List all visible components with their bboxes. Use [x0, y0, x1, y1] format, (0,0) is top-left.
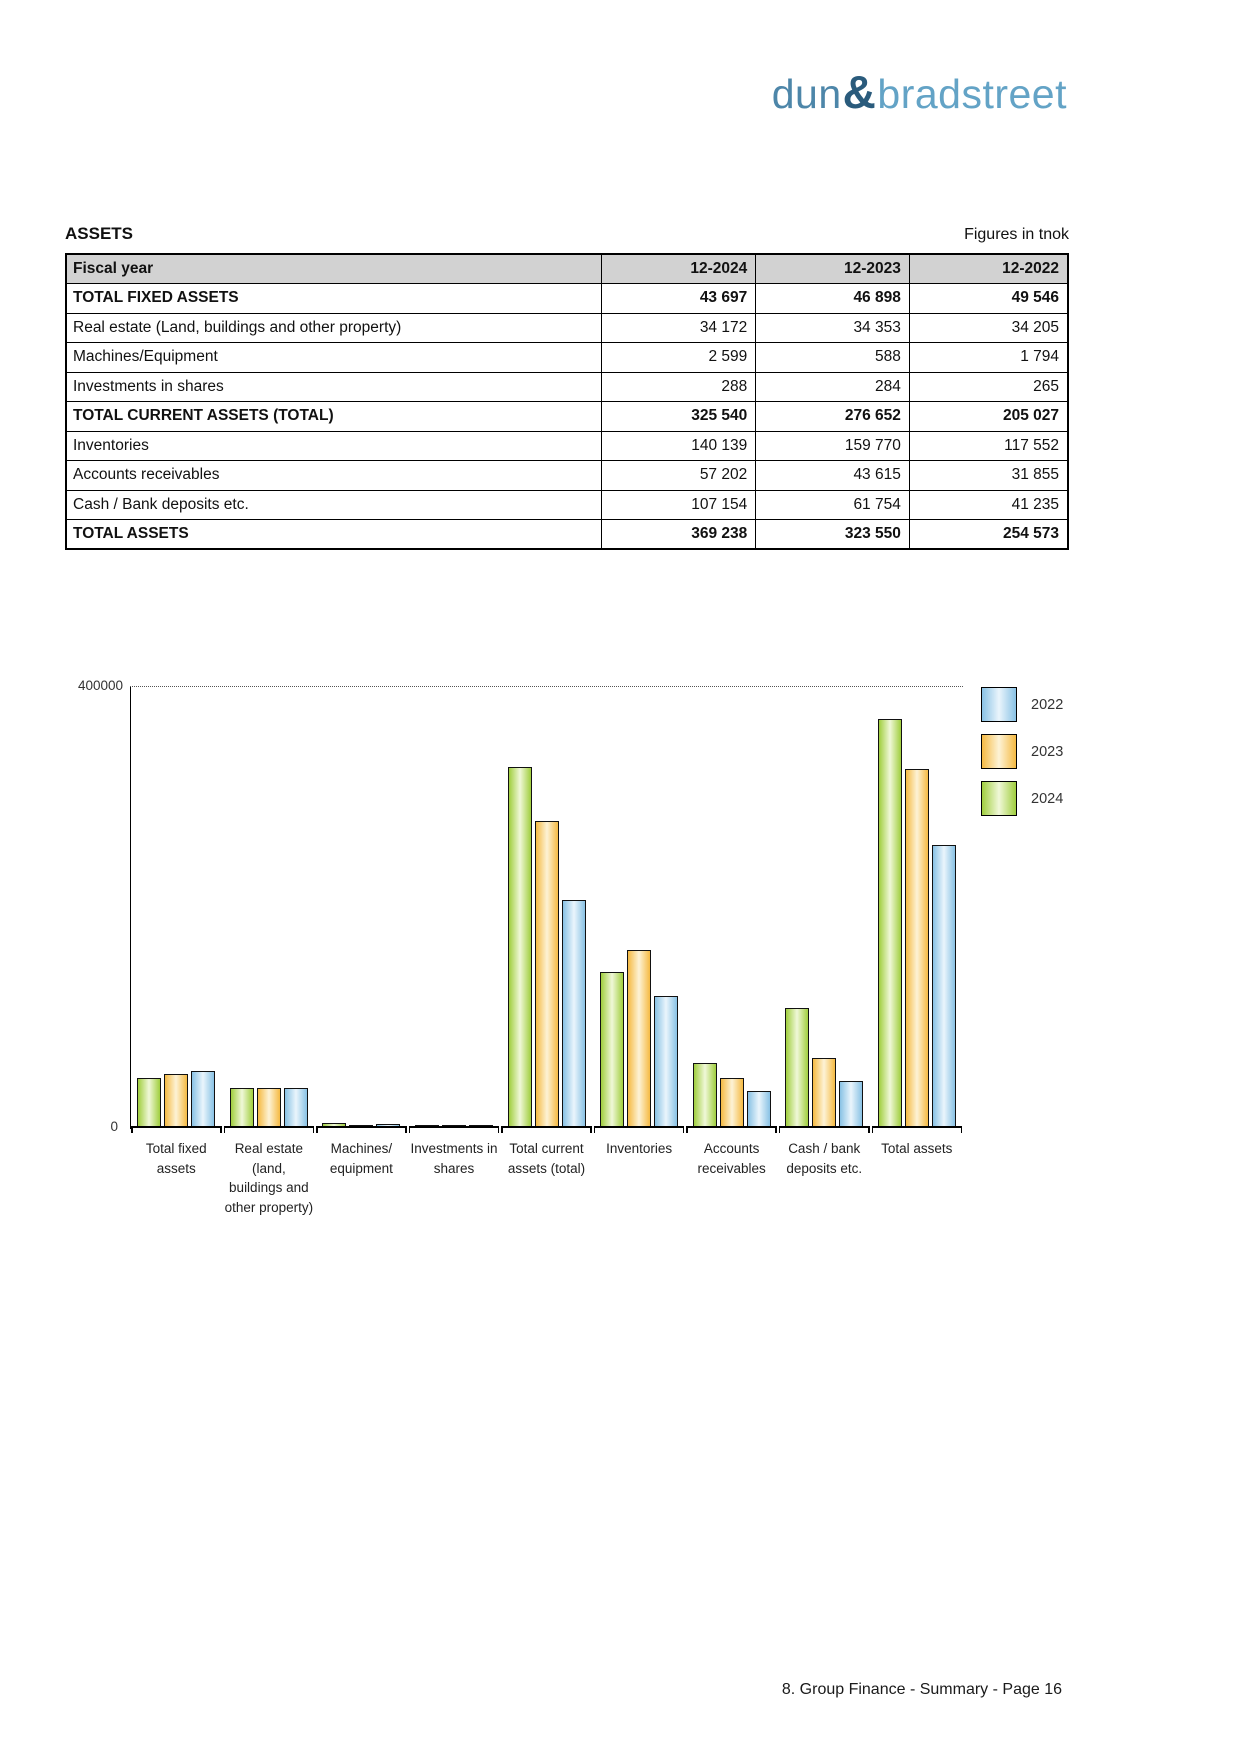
table-row [66, 313, 1068, 343]
bar-2024 [415, 1125, 439, 1126]
assets-table [65, 253, 1069, 550]
row-value-cell: 1 794 [909, 343, 1068, 373]
bar-2024 [600, 972, 624, 1127]
bar-2023 [164, 1074, 188, 1126]
table-row [66, 520, 1068, 550]
y-axis-max-label: 400000 [77, 678, 123, 693]
x-axis-label-line: Inventories [606, 1141, 673, 1156]
row-value-cell: 46 898 [756, 284, 910, 314]
bar-2022 [747, 1091, 771, 1126]
legend-item-2023 [981, 734, 1063, 769]
category-group [317, 687, 406, 1128]
section-title: ASSETS [65, 224, 134, 243]
assets-section [65, 224, 1069, 550]
table-row [66, 284, 1068, 314]
table-header-cell: 12-2024 [601, 254, 756, 284]
bar-2022 [654, 996, 678, 1126]
row-value-cell: 34 172 [601, 313, 756, 343]
bar-2022 [376, 1124, 400, 1126]
row-value-cell: 265 [909, 372, 1068, 402]
row-label-cell: TOTAL FIXED ASSETS [66, 284, 601, 314]
category-group [225, 687, 314, 1128]
x-axis-label [780, 1139, 869, 1217]
row-value-cell: 31 855 [909, 461, 1068, 491]
plot-area [130, 687, 963, 1128]
assets-table-body [66, 284, 1068, 550]
category-group [132, 687, 221, 1128]
bar-2023 [535, 821, 559, 1126]
category-group [595, 687, 684, 1128]
table-row [66, 372, 1068, 402]
row-label-cell: Cash / Bank deposits etc. [66, 490, 601, 520]
legend-label: 2024 [1031, 790, 1064, 807]
page-footer: 8. Group Finance - Summary - Page 16 [781, 1681, 1062, 1698]
bar-2022 [932, 845, 956, 1126]
row-value-cell: 43 615 [756, 461, 910, 491]
logo-ampersand-icon: & [842, 66, 877, 118]
row-value-cell: 117 552 [909, 431, 1068, 461]
x-axis-label-line: Total fixed [145, 1141, 207, 1156]
x-axis-label [132, 1139, 221, 1217]
table-row [66, 461, 1068, 491]
logo-text-dun: dun [771, 71, 842, 117]
chart-legend [981, 687, 1063, 828]
y-axis-zero-label: 0 [110, 1119, 118, 1134]
row-value-cell: 254 573 [909, 520, 1068, 550]
row-value-cell: 323 550 [756, 520, 910, 550]
legend-swatch-2023 [981, 734, 1017, 769]
legend-label: 2022 [1031, 696, 1064, 713]
bar-2023 [442, 1125, 466, 1126]
row-value-cell: 57 202 [601, 461, 756, 491]
category-group [502, 687, 591, 1128]
bar-2024 [508, 767, 532, 1126]
row-value-cell: 49 546 [909, 284, 1068, 314]
bar-2024 [322, 1123, 346, 1126]
bar-2022 [469, 1125, 493, 1126]
category-group [873, 687, 962, 1128]
row-label-cell: Machines/Equipment [66, 343, 601, 373]
table-header-cell: Fiscal year [66, 254, 601, 284]
x-axis-label-line: Investments in [410, 1141, 498, 1156]
x-axis-label-line: other property) [224, 1199, 314, 1215]
row-value-cell: 325 540 [601, 402, 756, 432]
row-value-cell: 34 205 [909, 313, 1068, 343]
row-value-cell: 41 235 [909, 490, 1068, 520]
bar-2024 [878, 719, 902, 1126]
x-axis-label-line: receivables [697, 1160, 766, 1176]
x-axis-label-line: assets [156, 1160, 196, 1176]
x-axis-label-line: assets (total) [507, 1160, 586, 1176]
legend-label: 2023 [1031, 743, 1064, 760]
bar-2024 [230, 1088, 254, 1126]
legend-item-2024 [981, 781, 1063, 816]
bar-2024 [785, 1008, 809, 1126]
bar-2024 [137, 1078, 161, 1126]
x-axis-label [687, 1139, 776, 1217]
legend-swatch-2022 [981, 687, 1017, 722]
row-label-cell: Inventories [66, 431, 601, 461]
legend-swatch-2024 [981, 781, 1017, 816]
table-row [66, 490, 1068, 520]
row-value-cell: 369 238 [601, 520, 756, 550]
row-value-cell: 159 770 [756, 431, 910, 461]
x-axis-label [873, 1139, 962, 1217]
x-axis-label [410, 1139, 499, 1217]
category-group [780, 687, 869, 1128]
row-label-cell: Accounts receivables [66, 461, 601, 491]
x-axis-label-line: Machines/ [330, 1141, 393, 1156]
dun-bradstreet-logo [772, 68, 1067, 118]
table-header-cell: 12-2023 [756, 254, 910, 284]
bar-2022 [284, 1088, 308, 1126]
bar-2023 [257, 1088, 281, 1126]
x-axis-label-line: shares [433, 1160, 475, 1176]
row-value-cell: 205 027 [909, 402, 1068, 432]
x-axis-label-line: buildings and [229, 1180, 309, 1195]
row-label-cell: Real estate (Land, buildings and other property) [66, 313, 601, 343]
row-value-cell: 284 [756, 372, 910, 402]
x-axis-label-line: equipment [329, 1160, 393, 1176]
bar-2024 [693, 1063, 717, 1126]
row-value-cell: 34 353 [756, 313, 910, 343]
bar-2023 [627, 950, 651, 1126]
bar-2023 [349, 1125, 373, 1126]
x-axis-label-line: Real estate [234, 1141, 303, 1156]
assets-table-head [66, 254, 1068, 284]
row-value-cell: 107 154 [601, 490, 756, 520]
y-max-gridline [130, 686, 963, 687]
x-axis-label-line: Accounts [703, 1141, 760, 1156]
row-label-cell: Investments in shares [66, 372, 601, 402]
x-axis-labels [130, 1139, 963, 1217]
y-axis-line [130, 687, 131, 1129]
table-row [66, 343, 1068, 373]
row-value-cell: 276 652 [756, 402, 910, 432]
category-group [410, 687, 499, 1128]
row-label-cell: TOTAL ASSETS [66, 520, 601, 550]
table-row [66, 402, 1068, 432]
bar-2022 [562, 900, 586, 1126]
x-axis-label-line: Total assets [881, 1141, 953, 1156]
x-axis-label-line: deposits etc. [786, 1160, 863, 1176]
row-value-cell: 288 [601, 372, 756, 402]
category-group [687, 687, 776, 1128]
bar-2023 [905, 769, 929, 1126]
bar-2022 [839, 1081, 863, 1127]
table-header-cell: 12-2022 [909, 254, 1068, 284]
bar-2022 [191, 1071, 215, 1126]
row-value-cell: 588 [756, 343, 910, 373]
legend-item-2022 [981, 687, 1063, 722]
row-value-cell: 61 754 [756, 490, 910, 520]
units-note: Figures in tnok [964, 226, 1069, 243]
bar-2023 [720, 1078, 744, 1126]
row-value-cell: 2 599 [601, 343, 756, 373]
bar-2023 [812, 1058, 836, 1126]
x-axis-label-line: Cash / bank [788, 1141, 861, 1156]
logo-text-bradstreet: bradstreet [877, 71, 1067, 117]
x-axis-label [502, 1139, 591, 1217]
x-axis-label [225, 1139, 314, 1217]
x-axis-label [595, 1139, 684, 1217]
x-axis-label-line: Total current [509, 1141, 584, 1156]
table-row [66, 431, 1068, 461]
table-header-row [66, 254, 1068, 284]
row-label-cell: TOTAL CURRENT ASSETS (TOTAL) [66, 402, 601, 432]
row-value-cell: 140 139 [601, 431, 756, 461]
assets-titlebar [65, 224, 1069, 244]
x-axis-label-line: (land, [251, 1160, 286, 1176]
row-value-cell: 43 697 [601, 284, 756, 314]
x-axis-label [317, 1139, 406, 1217]
